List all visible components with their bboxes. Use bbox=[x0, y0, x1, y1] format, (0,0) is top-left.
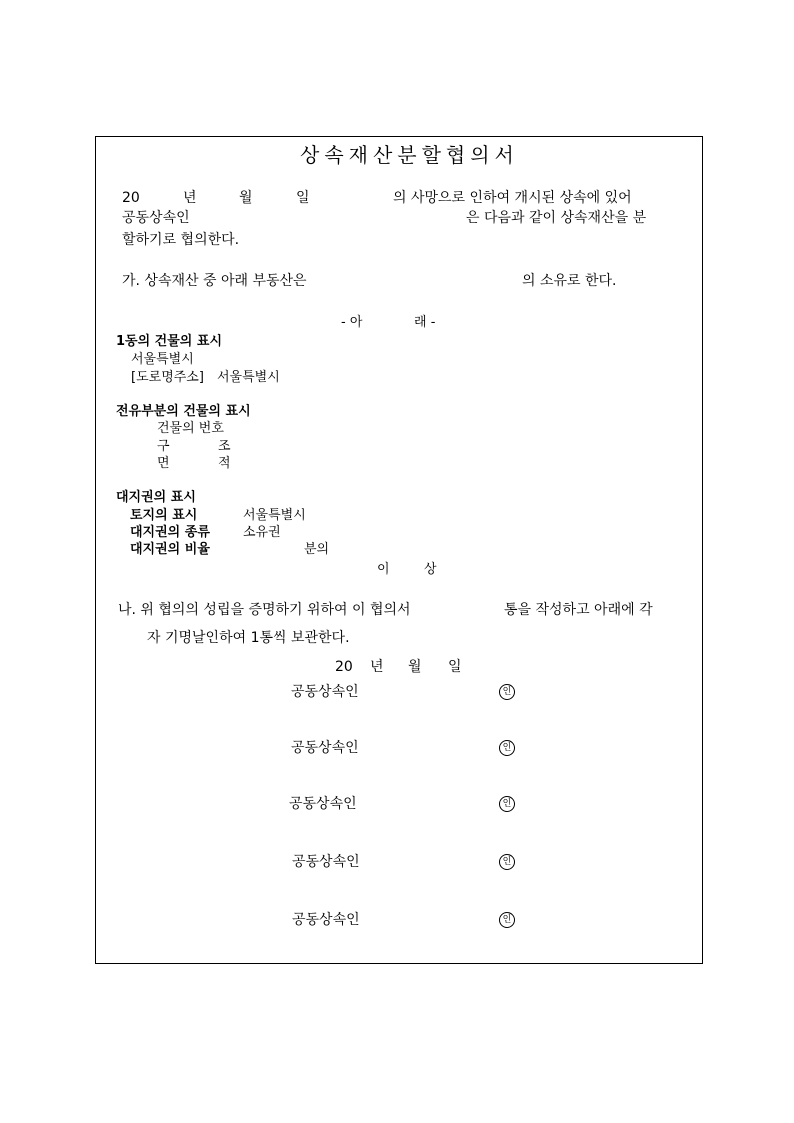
intro-year: 20 bbox=[122, 190, 140, 206]
below-heading-b: 래 - bbox=[414, 315, 436, 330]
below-heading-a: - 아 bbox=[341, 315, 363, 330]
land-right-heading: 대지권의 표시 bbox=[116, 490, 196, 505]
land-label: 토지의 표시 bbox=[130, 508, 198, 523]
clause-na-line1-tail: 통을 작성하고 아래에 각 bbox=[504, 602, 653, 618]
unit-area-a: 면 bbox=[157, 456, 170, 471]
intro-line2-head: 공동상속인 bbox=[122, 210, 190, 226]
seal-mark: 인 bbox=[499, 854, 515, 870]
building-heading: 1동의 건물의 표시 bbox=[116, 334, 223, 349]
sign-date-month-unit: 월 bbox=[408, 659, 422, 675]
signer-label: 공동상속인 bbox=[291, 684, 359, 700]
intro-year-unit: 년 bbox=[183, 190, 197, 206]
intro-day-unit: 일 bbox=[296, 190, 310, 206]
sign-date-year: 20 bbox=[335, 659, 353, 675]
unit-area-b: 적 bbox=[218, 456, 231, 471]
unit-heading: 전유부분의 건물의 표시 bbox=[116, 404, 251, 419]
land-value: 서울특별시 bbox=[243, 508, 306, 523]
unit-structure-b: 조 bbox=[218, 439, 231, 454]
clause-ga-head: 가. 상속재산 중 아래 부동산은 bbox=[122, 273, 307, 289]
seal-mark: 인 bbox=[499, 740, 515, 756]
building-road-address: 서울특별시 bbox=[217, 370, 280, 385]
land-right-ratio-value: 분의 bbox=[304, 542, 330, 557]
end-mark-a: 이 bbox=[377, 562, 390, 577]
clause-na-line1: 나. 위 협의의 성립을 증명하기 위하여 이 협의서 bbox=[118, 602, 411, 618]
signer-label: 공동상속인 bbox=[291, 740, 359, 756]
end-mark-b: 상 bbox=[424, 562, 437, 577]
intro-line3: 할하기로 협의한다. bbox=[122, 232, 240, 248]
land-right-ratio-label: 대지권의 비율 bbox=[130, 542, 210, 557]
signer-label: 공동상속인 bbox=[289, 796, 357, 812]
sign-date-year-unit: 년 bbox=[370, 659, 384, 675]
clause-ga-tail: 의 소유로 한다. bbox=[522, 273, 617, 289]
clause-na-line2: 자 기명날인하여 1통씩 보관한다. bbox=[147, 630, 350, 646]
unit-structure-a: 구 bbox=[157, 439, 170, 454]
building-address: 서울특별시 bbox=[131, 352, 194, 367]
seal-mark: 인 bbox=[499, 796, 515, 812]
document-title: 상속재산분할협의서 bbox=[300, 143, 519, 167]
land-right-type-value: 소유권 bbox=[243, 525, 281, 540]
intro-line1-tail: 의 사망으로 인하여 개시된 상속에 있어 bbox=[393, 190, 632, 206]
seal-mark: 인 bbox=[499, 684, 515, 700]
signer-label: 공동상속인 bbox=[292, 854, 360, 870]
unit-number-label: 건물의 번호 bbox=[157, 421, 224, 436]
building-road-prefix: [도로명주소] bbox=[131, 370, 204, 385]
sign-date-day-unit: 일 bbox=[448, 659, 462, 675]
seal-mark: 인 bbox=[499, 912, 515, 928]
intro-line2-tail: 은 다음과 같이 상속재산을 분 bbox=[466, 210, 647, 226]
signer-label: 공동상속인 bbox=[292, 912, 360, 928]
land-right-type-label: 대지권의 종류 bbox=[130, 525, 210, 540]
intro-month-unit: 월 bbox=[239, 190, 253, 206]
